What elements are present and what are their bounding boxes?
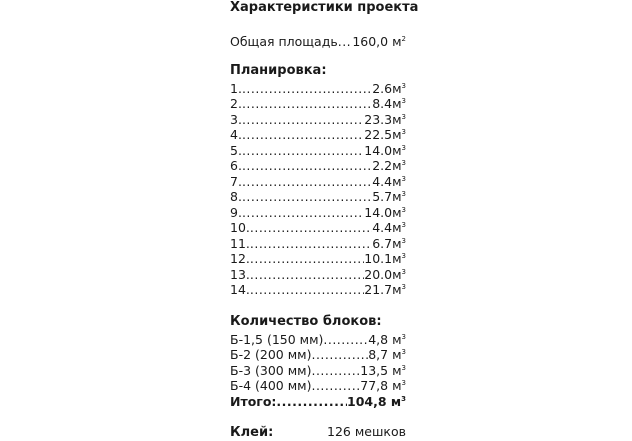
- area-unit-sup: 2: [401, 35, 406, 43]
- list-item: [230, 376, 406, 392]
- blocks-total-row: [230, 392, 406, 408]
- blocks-section: [230, 314, 406, 407]
- list-item: [230, 280, 406, 296]
- glue-value: 126 мешков: [327, 424, 406, 439]
- area-value: 160,0: [352, 34, 389, 50]
- item-unit-sup: 3: [401, 159, 406, 167]
- item-label: Б-4 (400 мм): [230, 378, 312, 394]
- item-value: 14.0: [364, 142, 393, 158]
- item-unit-sup: 3: [401, 236, 406, 245]
- item-unit: м: [392, 96, 402, 112]
- item-unit: м: [392, 362, 402, 378]
- list-item: [230, 330, 406, 346]
- item-unit: м: [392, 347, 402, 363]
- item-unit: м: [392, 220, 402, 236]
- item-unit: м: [392, 282, 402, 298]
- total-unit: м: [390, 393, 402, 409]
- list-item: [230, 110, 406, 126]
- item-unit-sup: 3: [401, 348, 406, 356]
- item-label: 10.: [230, 220, 250, 236]
- list-item: [230, 234, 406, 250]
- item-label: 13.: [230, 266, 250, 282]
- item-value: 14.0: [364, 204, 393, 220]
- item-unit-sup: 3: [401, 379, 406, 387]
- item-value: 4.4: [372, 220, 393, 236]
- item-unit: м: [392, 80, 402, 96]
- item-value: 22.5: [364, 127, 393, 143]
- item-label: 7.: [230, 173, 242, 189]
- area-unit: м: [392, 34, 402, 50]
- glue-row: [230, 424, 406, 440]
- item-unit-sup: 3: [401, 143, 406, 152]
- layout-section: [230, 63, 406, 296]
- item-label: Б-1,5 (150 мм): [230, 331, 324, 347]
- list-item: [230, 265, 406, 281]
- item-value: 4,8: [368, 331, 389, 347]
- item-unit-sup: 3: [401, 252, 406, 260]
- item-unit: м: [392, 266, 402, 282]
- item-unit: м: [392, 251, 402, 267]
- item-value: 2.2: [372, 158, 393, 174]
- item-label: 14.: [230, 282, 250, 298]
- item-label: 5.: [230, 142, 242, 158]
- list-item: [230, 361, 406, 377]
- list-item: [230, 172, 406, 188]
- list-item: [230, 79, 406, 95]
- list-item: [230, 345, 406, 361]
- total-area-row: [230, 32, 406, 48]
- item-value: 20.0: [364, 266, 393, 282]
- item-unit-sup: 3: [401, 283, 406, 291]
- list-item: [230, 141, 406, 157]
- item-unit: м: [392, 142, 402, 158]
- item-label: 12.: [230, 251, 250, 267]
- item-unit: м: [392, 158, 402, 174]
- item-label: 1.: [230, 80, 242, 96]
- list-item: [230, 249, 406, 265]
- list-item: [230, 94, 406, 110]
- item-value: 4.4: [372, 173, 393, 189]
- item-value: 13,5: [360, 362, 389, 378]
- item-unit: м: [392, 204, 402, 220]
- item-value: 21.7: [364, 282, 393, 298]
- item-value: 23.3: [364, 111, 393, 127]
- item-unit-sup: 3: [401, 267, 406, 276]
- item-value: 8.4: [372, 96, 393, 112]
- list-item: [230, 156, 406, 172]
- item-unit-sup: 3: [401, 221, 406, 229]
- item-value: 5.7: [372, 189, 393, 205]
- item-label: 4.: [230, 127, 242, 143]
- item-unit: м: [392, 127, 402, 143]
- item-label: 2.: [230, 96, 242, 112]
- item-label: 9.: [230, 204, 242, 220]
- list-item: [230, 203, 406, 219]
- item-label: 3.: [230, 111, 242, 127]
- layout-heading: Планировка:: [230, 63, 327, 78]
- item-label: Б-3 (300 мм): [230, 362, 312, 378]
- item-unit-sup: 3: [401, 332, 406, 341]
- item-label: Б-2 (200 мм): [230, 347, 312, 363]
- total-label: Итого:: [230, 393, 277, 409]
- item-value: 2.6: [372, 80, 393, 96]
- item-unit-sup: 3: [401, 128, 406, 136]
- item-unit: м: [392, 173, 402, 189]
- list-item: [230, 187, 406, 203]
- item-unit-sup: 3: [401, 363, 406, 372]
- item-unit-sup: 3: [401, 174, 406, 183]
- area-label: Общая площадь: [230, 34, 338, 50]
- list-item: [230, 218, 406, 234]
- item-unit: м: [392, 111, 402, 127]
- list-item: [230, 125, 406, 141]
- item-value: 8,7: [368, 347, 389, 363]
- item-label: 6.: [230, 158, 242, 174]
- item-unit-sup: 3: [401, 112, 406, 121]
- page-title: Характеристики проекта: [230, 0, 419, 15]
- item-unit-sup: 3: [401, 205, 406, 214]
- item-unit-sup: 3: [401, 81, 406, 90]
- item-unit-sup: 3: [401, 190, 406, 198]
- item-unit: м: [392, 378, 402, 394]
- item-label: 11.: [230, 235, 250, 251]
- glue-label: Клей:: [230, 425, 274, 440]
- item-unit: м: [392, 331, 402, 347]
- total-value: 104,8: [347, 393, 387, 409]
- item-unit-sup: 3: [401, 97, 406, 105]
- item-value: 6.7: [372, 235, 393, 251]
- item-unit: м: [392, 189, 402, 205]
- item-unit: м: [392, 235, 402, 251]
- total-unit-sup: 3: [401, 394, 406, 403]
- item-label: 8.: [230, 189, 242, 205]
- item-value: 10.1: [364, 251, 393, 267]
- blocks-heading: Количество блоков:: [230, 314, 382, 329]
- item-value: 77,8: [360, 378, 389, 394]
